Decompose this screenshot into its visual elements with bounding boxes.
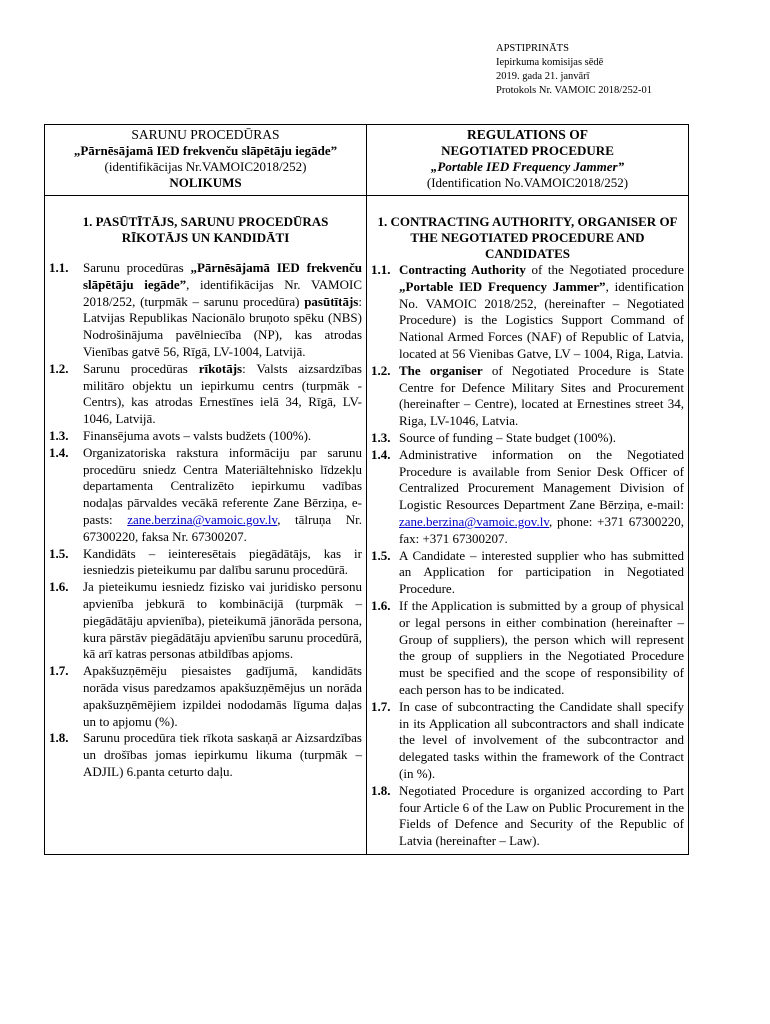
left-header-cell: [45, 125, 367, 196]
clause-number: 1.7.: [49, 663, 69, 679]
clause-text: , phone: +371 67300220, fax: +371 67300207.: [399, 513, 684, 546]
clause-number: 1.3.: [49, 427, 69, 443]
clause-text: If the Application is submitted by a group of physical or legal persons in either combination (hereinafter – Group of suppliers), the person which will represent the group of suppliers in the Negotiated Procedure must be specified and the scope of responsibility of each person has to be indicated.: [399, 597, 684, 697]
clause-number: 1.6.: [49, 579, 69, 595]
clause-number: 1.4.: [49, 444, 69, 460]
email-link[interactable]: zane.berzina@vamoic.gov.lv: [399, 513, 549, 529]
approval-committee: Iepirkuma komisijas sēdē: [496, 57, 604, 68]
right-clause-1-4: [371, 447, 684, 548]
clause-number: 1.3.: [371, 429, 391, 445]
clause-number: 1.1.: [49, 260, 69, 275]
left-body-cell: [45, 196, 367, 855]
left-clause-1-8: [49, 730, 362, 780]
procedure-name: „Portable IED Frequency Jammer”: [399, 278, 606, 294]
right-header-cell: [367, 125, 689, 196]
left-section-heading: 1. PASŪTĪTĀJS, SARUNU PROCEDŪRAS RĪKOTĀJS UN KANDIDĀTI: [82, 214, 329, 245]
clause-text: Sarunu procedūra tiek rīkota saskaņā ar Aizsardzības un drošības jomas iepirkumu likuma (turpmāk – ADJIL) 6.panta ceturto daļu.: [83, 730, 362, 779]
left-clause-1-3: [49, 428, 362, 445]
approval-date: 2019. gada 21. janvārī: [496, 71, 590, 82]
clause-number: 1.8.: [49, 730, 69, 746]
clause-text: : Latvijas Republikas Nacionālo bruņoto spēku (NBS) Nodrošinājuma pavēlniecība (NP), kas atrodas Vienības gatvē 56, Rīgā, LV-1004, Latvijā.: [83, 293, 362, 359]
clause-number: 1.5.: [371, 547, 391, 563]
clause-number: 1.8.: [371, 782, 391, 798]
procedure-name: „Pārnēsājamā IED frekvenču slāpētāju iegāde”: [83, 260, 362, 292]
approval-protocol: Protokols Nr. VAMOIC 2018/252-01: [496, 85, 652, 96]
term-contracting-authority: Contracting Authority: [399, 262, 526, 277]
clause-text: In case of subcontracting the Candidate shall specify in its Application all subcontractors and shall indicate the level of involvement of the subcontractor and delegated tasks within the framework of the Contract (in %).: [399, 698, 684, 781]
term-organiser: The organiser: [399, 362, 483, 378]
approval-status: APSTIPRINĀTS: [496, 43, 569, 54]
left-clause-1-7: [49, 663, 362, 730]
right-clause-1-3: [371, 430, 684, 447]
clause-text: , tālruņa Nr. 67300220, faksa Nr. 67300207.: [83, 511, 362, 544]
clause-number: 1.2.: [49, 360, 69, 376]
right-identification: (Identification No.VAMOIC2018/252): [426, 175, 629, 190]
left-clause-1-4: [49, 445, 362, 546]
clause-number: 1.4.: [371, 446, 391, 462]
clause-text: Ja pieteikumu iesniedz fizisko vai juridisko personu apvienība jebkurā to kombinācijā (turpmāk – piegādātāju apvienība), pieteikumā jānorāda persona, kura pārstāv piegādātāju apvienību sarunu procedūrā, kā arī katras personas atbildības apjoms.: [83, 579, 362, 662]
regulations-table: [44, 124, 689, 855]
left-subtitle: „Pārnēsājamā IED frekvenču slāpētāju iegāde”: [73, 143, 338, 158]
clause-text: : Valsts aizsardzības militāro objektu un iepirkumu centrs (turpmāk - Centrs), kas atrodas Ernestīnes ielā 34, Rīgā, LV-1046, Latvijā.: [83, 360, 362, 427]
right-title-2: NEGOTIATED PROCEDURE: [441, 143, 614, 158]
right-title: REGULATIONS OF: [467, 127, 588, 142]
clause-number: 1.2.: [371, 362, 391, 378]
left-clause-1-2: [49, 361, 362, 428]
left-identification: (identifikācijas Nr.VAMOIC2018/252): [104, 159, 307, 174]
right-body-cell: [367, 196, 689, 855]
email-link[interactable]: zane.berzina@vamoic.gov.lv: [127, 511, 278, 527]
approval-block: [496, 42, 652, 98]
left-clause-1-1: [49, 260, 362, 361]
term-organiser: rīkotājs: [198, 360, 243, 376]
clause-number: 1.6.: [371, 597, 391, 613]
left-clause-1-6: [49, 579, 362, 663]
clause-text: Finansējuma avots – valsts budžets (100%).: [83, 427, 312, 443]
clause-text: Sarunu procedūras: [83, 360, 199, 376]
right-section-heading: 1. CONTRACTING AUTHORITY, ORGANISER OF THE NEGOTIATED PROCEDURE AND CANDIDATES: [377, 214, 678, 261]
right-clause-1-2: [371, 363, 684, 430]
clause-text: Apakšuzņēmēju piesaistes gadījumā, kandidāts norāda visus paredzamos apakšuzņēmējus un norāda apakšuzņēmējiem izpildei nododamās līguma daļas un to apjomu (%).: [83, 663, 362, 729]
clause-text: , identifikācijas Nr. VAMOIC 2018/252, (turpmāk – sarunu procedūra): [83, 276, 362, 309]
clause-text: Sarunu procedūras: [83, 260, 191, 275]
right-clause-1-8: [371, 783, 684, 850]
left-clause-1-5: [49, 546, 362, 580]
right-clause-1-6: [371, 598, 684, 699]
left-doc-type: NOLIKUMS: [169, 175, 242, 190]
clause-text: Kandidāts – ieinteresētais piegādātājs, kas ir iesniedzis pieteikumu par dalību sarunu procedūrā.: [83, 545, 362, 578]
right-clause-1-7: [371, 699, 684, 783]
right-clause-1-1: [371, 262, 684, 363]
right-subtitle: „Portable IED Frequency Jammer”: [430, 159, 625, 174]
clause-text: Organizatoriska rakstura informāciju par sarunu procedūru sniedz Centra Materiāltehnisko līdzekļu departamenta Centralizēto iepirkumu vadības nodaļas pārvaldes vecākā referente Zane Bērziņa, e-pasts:: [83, 444, 362, 527]
clause-text: Source of funding – State budget (100%).: [399, 429, 616, 445]
clause-text: of Negotiated Procedure is State Centre for Defence Military Sites and Procurement (hereinafter – Centre), located at Ernestines street 34, Riga, LV-1046, Latvia.: [399, 362, 684, 429]
clause-text: , identification No. VAMOIC 2018/252, (hereinafter – Negotiated Procedure) is the Logistics Support Command of National Armed Forces (NAF) of Republic of Latvia, located at 56 Vienibas Gatve, LV – 1004, Riga, Latvia.: [399, 278, 684, 361]
term-contracting-authority: pasūtītājs: [304, 293, 359, 309]
left-title: SARUNU PROCEDŪRAS: [131, 127, 280, 142]
clause-number: 1.5.: [49, 545, 69, 561]
clause-text: A Candidate – interested supplier who has submitted an Application for participation in Negotiated Procedure.: [399, 547, 684, 597]
clause-text: Administrative information on the Negotiated Procedure is available from Senior Desk Officer of Centralized Procurement Management Division of Logistic Resources Department Zane Bērziņa, e-mail:: [399, 446, 684, 513]
right-clause-1-5: [371, 548, 684, 598]
clause-number: 1.7.: [371, 698, 391, 714]
clause-number: 1.1.: [371, 262, 391, 277]
clause-text: Negotiated Procedure is organized according to Part four Article 6 of the Law on Public Procurement in the Fields of Defence and Security of the Republic of Latvia (hereinafter – Law).: [399, 782, 684, 849]
clause-text: of the Negotiated procedure: [525, 262, 684, 277]
